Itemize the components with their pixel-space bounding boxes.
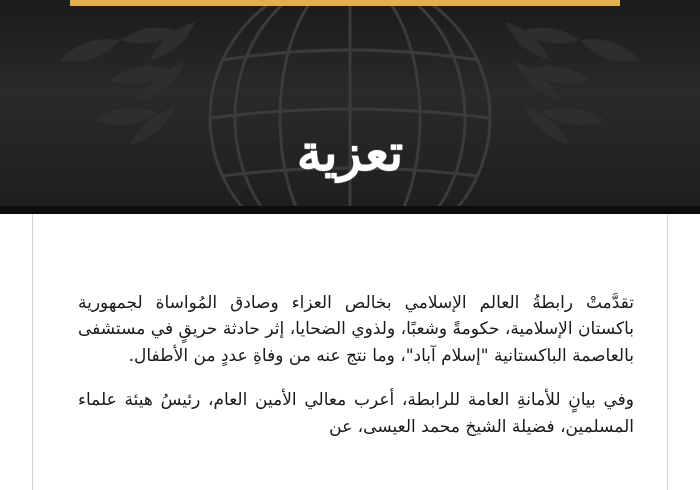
article-card: [32, 214, 668, 490]
banner-bottom-stripe: [0, 206, 700, 214]
header-banner: [0, 0, 700, 206]
article-body: [78, 290, 634, 458]
gold-accent-bar: [70, 0, 620, 6]
article-paragraph-2: وفي بيانٍ للأمانةِ العامة للرابطة، أعرب معالي الأمين العام، رئيسُ هيئة علماء المسلمين، فضيلة الشيخ محمد العيسى، عن: [78, 390, 634, 437]
article-paragraph-1: تقدَّمتْ رابطةُ العالم الإسلامي بخالص العزاء وصادق المُواساة لجمهورية باكستان الإسلامية، حكومةً وشعبًا، ولذوي الضحايا، إثر حادثة حريقٍ في مستشفى بالعاصمة الباكستانية "إسلام آباد"، وما نتج عنه من وفاةِ عددٍ من الأطفال.: [78, 293, 634, 366]
banner-title: تعزية: [296, 123, 404, 182]
